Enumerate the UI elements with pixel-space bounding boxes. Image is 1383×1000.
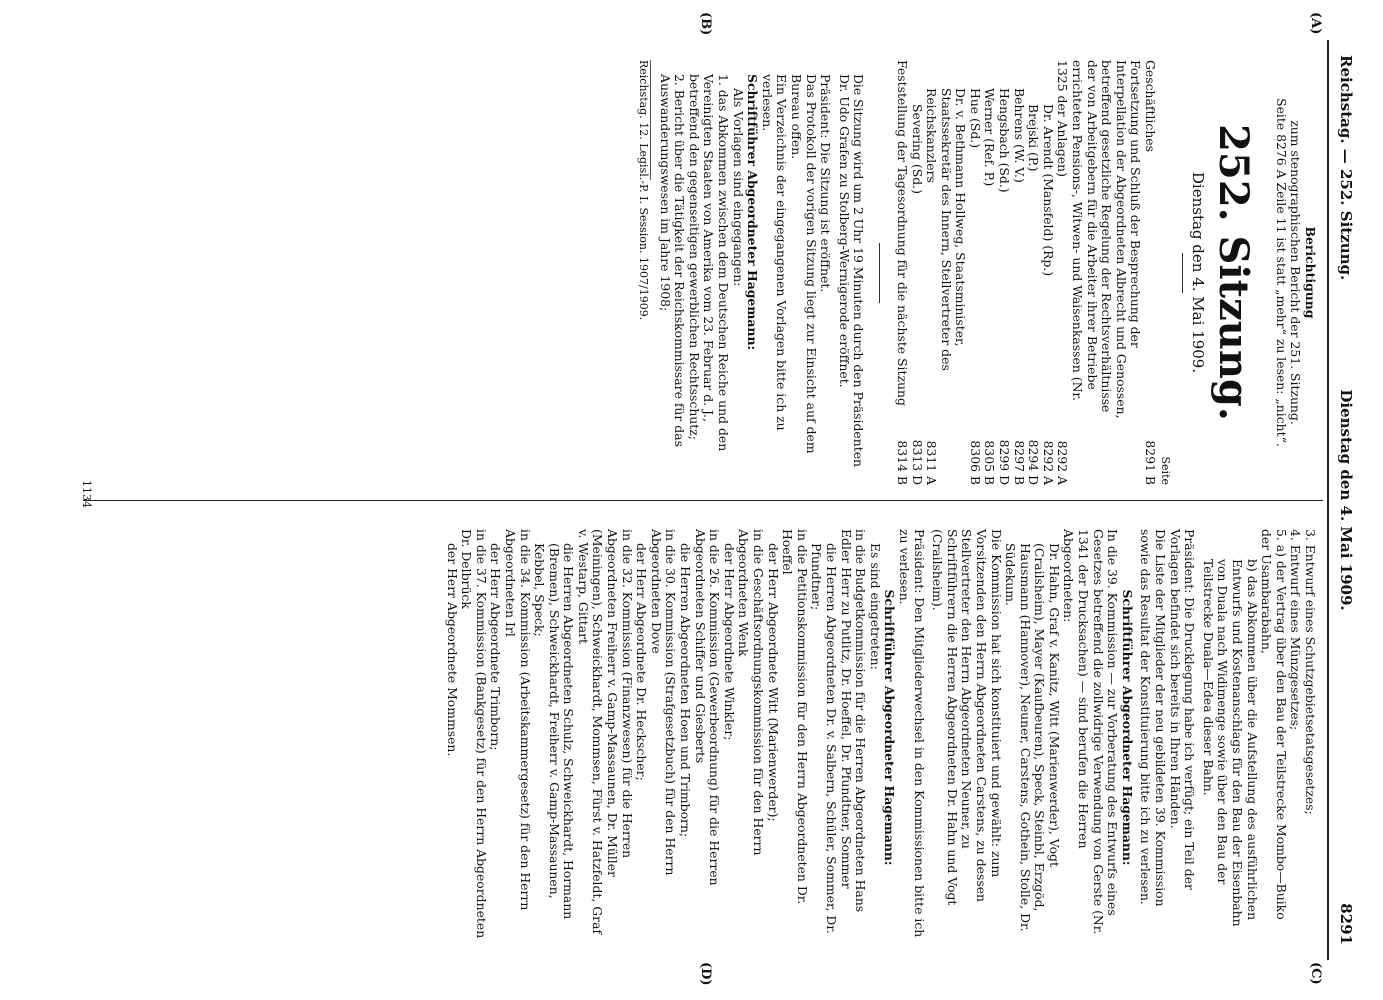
toc-page: 8297 B <box>1011 440 1027 485</box>
toc-entry <box>1055 60 1143 485</box>
toc-page: 8292 A <box>1055 440 1071 485</box>
toc-entry <box>894 60 909 485</box>
president-statement: Präsident: Den Mitgliederwechsel in den Kommissionen bitte ich zu verlesen. <box>896 529 927 938</box>
change-entry: der Herr Abgeordnete Dr. Heckscher; <box>634 543 650 781</box>
secretary-intro: Als Vorlagen sind eingegangen: <box>730 88 746 287</box>
change-entry: in die Budgetkommission für die Herren Abgeordneten Hans Edler Herr zu Putlitz, Dr. Hoeffel, Dr. Pfundtner, Sommer <box>838 529 869 913</box>
marker-a: (A) <box>1308 12 1323 35</box>
toc-entry <box>1040 60 1055 485</box>
change-entry: in die Geschäftsordnungskommission für den Herrn Abgeordneten Wenk <box>736 529 767 856</box>
toc-text: Dr. Arendt (Mansfeld) (Rp.) <box>1040 104 1056 277</box>
change-entry: in die 30. Kommission (Strafgesetzbuch) für den Herrn Abgeordneten Dove <box>648 529 679 876</box>
change-entry: in die 32. Kommission (Finanzwesen) für die Herren Abgeordneten Freiherr v. Gamp-Massaunen, Dr. Müller (Meiningen), Schweickhardt, Mommsen, Fürst v. Hatzfeldt, Graf v. Westarp, Gittart <box>575 529 635 935</box>
change-entry: die Herren Abgeordneten Schulz, Schweickhardt, Hormann (Bremen), Schweickhardt, Freiherr v. Gamp-Massaunen, Kebbel, Speck; <box>532 543 577 920</box>
change-entry: der Herr Abgeordnete Trimborn; <box>488 543 504 751</box>
toc-entry <box>997 60 1012 485</box>
toc-text: Behrens (W. V.) <box>1011 88 1027 183</box>
toc-page: 8294 D <box>1026 439 1042 485</box>
toc-entry <box>1011 60 1026 485</box>
changes-intro: Es sind eingetreten: <box>867 543 883 670</box>
toc-page: 8299 D <box>997 439 1013 485</box>
change-entry: die Herren Abgeordneten Hoen und Trimborn; <box>678 543 694 838</box>
opening-paragraph: Die Sitzung wird um 2 Uhr 19 Minuten durch den Präsidenten Dr. Udo Grafen zu Stolberg-Wernigerode eröffnet. <box>836 74 867 468</box>
secretary-label: Schriftführer Abgeordneter Hagemann: <box>882 589 898 866</box>
toc-page: 8305 B <box>982 440 998 485</box>
header-center: Dienstag den 4. Mai 1909. <box>1337 389 1355 611</box>
toc-text: Brejski (P.) <box>1026 104 1042 172</box>
president-statement: Die Liste der Mitglieder der neu gebildeten 39. Kommission sowie das Resultat der Konstituierung bitte ich zu verlesen. <box>1138 529 1169 907</box>
header-page-number: 8291 <box>1337 903 1355 945</box>
toc-text: Geschäftliches <box>1143 60 1159 152</box>
footer-text: Reichstag. 12. Legisl.-P. I. Session. 1907/1909. <box>637 60 651 321</box>
list-item: b) das Abkommen über die Aufstellung des ausführlichen Entwurfs und Kostenanschlags für den Bau der Eisenbahn von Duala nach Widimenge sowie über den Bau der Teilstrecke Duala—Edea dieser Bahn. <box>1200 559 1260 927</box>
change-entry: die Herren Abgeordneten Dr. v. Salbern, Schüler, Sommer, Dr. Pfundtner; <box>809 543 839 934</box>
correction-line: Seite 8276 A Zeile 11 ist statt „mehr“ zu lesen: „nicht“. <box>1273 98 1289 447</box>
session-date: Dienstag den 4. Mai 1909. <box>1189 171 1208 374</box>
toc-entry <box>1142 60 1157 485</box>
toc-text: Werner (Ref. P.) <box>982 88 998 187</box>
toc-page: 8313 D <box>909 439 925 485</box>
toc-page: 8291 B <box>1143 440 1159 485</box>
list-item: 1. das Abkommen zwischen dem Deutschen Reiche und den Vereinigten Staaten von Amerika vom 23. Februar d. J., betreffend den gegenseitigen gewerblichen Rechtsschutz; <box>686 74 731 452</box>
toc-text: Feststellung der Tagesordnung für die nächste Sitzung <box>894 60 910 406</box>
change-entry: in die 37. Kommission (Bankgesetz) für den Herrn Abgeordneten Dr. Delbrück <box>459 529 489 939</box>
toc-page: 8306 B <box>967 440 983 485</box>
president-statement-text: Präsident: Die Sitzung ist eröffnet. <box>818 74 834 293</box>
header-rule <box>1327 40 1329 960</box>
change-entry: in die 26. Kommission (Gewerbeordnung) für die Herren Abgeordneten Schiffer und Giesberts <box>692 529 723 886</box>
change-entry: in die Petitionskommission für den Herrn Abgeordneten Dr. Hoeffel <box>780 529 810 905</box>
commission-text: In die 39. Kommission — zur Vorberatung des Entwurfs eines Gesetzes betreffend die zollwidrige Verwendung von Gerste (Nr. 1341 der Drucksachen) — sind berufen die Herren Abgeordneten: <box>1061 529 1121 935</box>
toc-entry <box>1026 60 1041 485</box>
marker-d: (D) <box>698 962 713 986</box>
bottom-page-number: 1134 <box>80 480 93 508</box>
secretary-label: Schriftführer Abgeordneter Hagemann: <box>745 74 761 351</box>
toc-text: Fortsetzung und Schluß der Besprechung der Interpellation der Abgeordneten Albrecht und Genossen, betreffend gesetzliche Regelung der Rechtsverhältnisse der von Arbeitgebern für die Arbeiter ihrer Betriebe errichteten Pensions-, Witwen- und Waisenkassen (Nr. 1325 der Anlagen) <box>1055 60 1144 419</box>
footnote-rule <box>650 60 651 180</box>
session-title: 252. Sitzung. <box>1210 124 1258 421</box>
commission-members: Dr. Hahn, Graf v. Kanitz, Witt (Marienwerder), Vogt (Crailsheim), Mayer (Kaufbeuren), Speck, Steinbl, Erzgöd, Hausmann (Hannover), Neuner, Carstens, Gothein, Stolle, Dr. Südekum. <box>1003 543 1062 932</box>
change-entry: der Herr Abgeordnete Mommsen. <box>444 543 460 757</box>
header-left: Reichstag. — 252. Sitzung. <box>1337 55 1355 281</box>
toc-entry <box>924 60 968 485</box>
title-rule <box>1182 253 1183 293</box>
correction-line: zum stenographischen Bericht der 251. Sitzung. <box>1288 120 1304 425</box>
list-item: 5. a) der Vertrag über den Bau der Teilstrecke Mombo—Buiko der Usambarabahn, <box>1259 529 1289 920</box>
right-column <box>444 515 1317 940</box>
change-entry: der Herr Abgeordnete Witt (Marienwerder); <box>765 543 781 822</box>
toc-page: 8314 B <box>894 440 910 485</box>
toc-entry <box>967 60 982 485</box>
list-item: 4. Entwurf eines Münzgesetzes; <box>1288 529 1304 731</box>
left-column <box>635 60 1317 485</box>
marker-b: (B) <box>698 12 713 36</box>
president-statement <box>818 60 833 485</box>
column-divider <box>83 500 1323 501</box>
section-rule <box>879 243 880 303</box>
correction-title: Berichtigung <box>1303 226 1318 319</box>
toc-text: Dr. v. Bethmann Hollweg, Staatsminister, Staatssekretär des Innern, Stellvertreter des Reichskanzlers <box>924 88 969 371</box>
toc-page-head: Seite <box>1158 456 1172 485</box>
president-statement: Ein Verzeichnis der eingegangenen Vorlagen bitte ich zu verlesen. <box>759 74 790 431</box>
toc-page: 8292 A <box>1040 440 1056 485</box>
toc-page: 8311 A <box>924 440 940 485</box>
list-item: 2. Bericht über die Tätigkeit der Reichskommissare für das Auswanderungswesen im Jahre 1908; <box>657 74 688 447</box>
change-entry: der Herr Abgeordnete Winkler; <box>721 543 737 741</box>
toc-text: Hengsbach (Sd.) <box>997 88 1013 193</box>
toc-entry <box>982 60 997 485</box>
running-header <box>1333 55 1355 945</box>
list-item: 3. Entwurf eines Schutzgebietsetatsgesetzes; <box>1303 529 1318 815</box>
president-statement: Das Protokoll der vorigen Sitzung liegt zur Einsicht auf dem Bureau offen. <box>788 74 819 454</box>
toc-text: Severing (Sd.) <box>909 104 925 194</box>
toc-entry <box>909 60 924 485</box>
marker-c: (C) <box>1308 962 1323 985</box>
commission-constituted: Die Kommission hat sich konstituiert und gewählt: zum Vorsitzenden den Herrn Abgeordneten Carstens, zu dessen Stellvertreter den Herrn Abgeordneten Neuner, zu Schriftführern die Herren Abgeordneten Dr. Hahn und Vogt (Crailsheim). <box>930 529 1004 906</box>
change-entry: in die 34. Kommission (Arbeitskammergesetz) für den Herrn Abgeordneten Irl <box>502 529 533 911</box>
president-statement: Präsident: Die Drucklegung habe ich verfügt; ein Teil der Vorlagen befindet sich bereits in Ihren Händen. <box>1167 529 1198 890</box>
secretary-label: Schriftführer Abgeordneter Hagemann: <box>1119 589 1135 866</box>
toc-text: Hue (Sd.) <box>967 88 983 149</box>
